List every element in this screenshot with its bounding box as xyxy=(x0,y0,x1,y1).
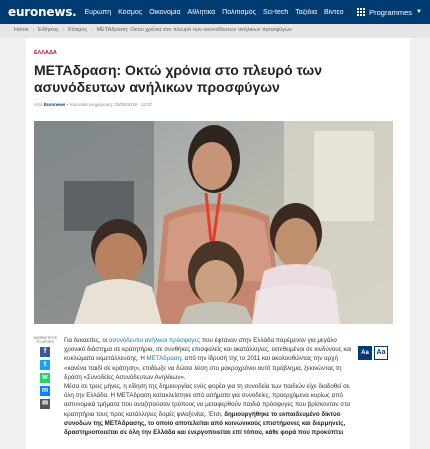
article-photo xyxy=(34,121,393,324)
facebook-icon[interactable]: f xyxy=(40,347,50,357)
font-size-large-button[interactable]: Aa xyxy=(374,346,388,360)
nav-item-europe[interactable]: Ευρώπη xyxy=(84,8,112,16)
chevron-down-icon: ▼ xyxy=(416,9,422,15)
font-size-small-button[interactable]: Aa xyxy=(358,346,372,360)
email-icon[interactable]: ✉ xyxy=(40,399,50,409)
article-photo-image xyxy=(34,121,393,324)
paragraph-1 xyxy=(64,336,354,382)
nav-item-world[interactable]: Κόσμος xyxy=(118,8,143,16)
breadcrumb-news[interactable]: Ειδήσεις xyxy=(38,27,59,33)
breadcrumb-separator: › xyxy=(62,27,65,33)
nav-item-sports[interactable]: Αθλητικά xyxy=(187,8,216,16)
programmes-menu[interactable] xyxy=(357,8,422,17)
breadcrumb-home[interactable]: Home xyxy=(14,27,29,33)
article-byline xyxy=(34,102,402,107)
article-category[interactable]: ΕΛΛΑΔΑ xyxy=(34,50,57,56)
byline-time: • τελευταία ενημέρωση: 20/06/2018 - 13:37 xyxy=(66,102,153,107)
byline-prefix: Από xyxy=(34,102,43,107)
twitter-icon[interactable]: t xyxy=(40,360,50,370)
paragraph-1-text: που έφταναν στην Ελλάδα παρέμεναν για μεγάλο χρονικό διάστημα σε κρατητήρια, σε συνθήκες επισφαλείς και ακατάλληλες, εκτεθειμένοι σε κινδύνους και κυκλώματα εκμετάλλευσης. Η xyxy=(64,337,352,363)
link-metadrasi[interactable]: METAδραση xyxy=(146,355,182,363)
nav-item-scitech[interactable]: Sci-tech xyxy=(262,8,289,16)
breadcrumb-separator: › xyxy=(91,27,93,33)
programmes-label: Programmes xyxy=(369,7,413,17)
main-nav xyxy=(85,9,358,16)
share-label: ΜΟΙΡΑΣΤΕΙΤΕ ΤΟ ΑΡΘΡΟ xyxy=(34,336,58,344)
nav-item-video[interactable]: Βίντεο xyxy=(324,8,344,16)
link-unaccompanied-minors[interactable]: ασυνόδευτοι ανήλικοι πρόσφυγες xyxy=(108,337,201,344)
breadcrumb xyxy=(0,24,430,38)
grid-icon xyxy=(357,8,365,16)
page-title: METAδραση: Οκτώ χρόνια στο πλευρό των ασυνόδευτων ανήλικων προσφύγων xyxy=(34,62,323,95)
paragraph-2-bold: δημιουργήθηκε το εκπαιδευμένο δίκτυο συνοδών της METAδρασης, το οποίο αποτελείται από κοινωνικούς επιστήμονες και διερμηνείς, δραστηριοποιείται σε όλη την Ελλάδα και ενεργοποιείται επί τόπου, κάθε φορά που προκύπτει xyxy=(64,410,346,437)
share-panel xyxy=(34,336,56,412)
messenger-icon[interactable]: m xyxy=(41,387,49,394)
byline-author[interactable]: Euronews xyxy=(43,102,66,107)
nav-item-travel[interactable]: Ταξίδια xyxy=(295,8,318,16)
nav-item-culture[interactable]: Πολιτισμός xyxy=(222,8,256,16)
nav-item-economy[interactable]: Οικονομία xyxy=(149,8,181,16)
paragraph-1-text: Για δεκαετίες, οι xyxy=(64,337,108,344)
euronews-logo[interactable]: euronews. xyxy=(8,5,77,19)
breadcrumb-separator: › xyxy=(32,27,35,33)
whatsapp-icon[interactable]: w xyxy=(40,373,50,383)
paragraph-2 xyxy=(64,382,354,437)
paragraph-2-text: Μέσα σε τρεις μήνες, η είδηση της δημιουργίας ενός φορέα για τη συνοδεία των παιδιών είχε διαδοθεί σε όλη την Ελλάδα. Η ΜΕΤΑδραση κατακλείστηκε από αιτήματα για συνοδείες, προερχόμενα κυρίως από αστυνομικά τμήματα που αναζητούσαν τρόπους να μεταφερθούν παιδιά πρόσφυγες που βρίσκονταν στα κρατητήρια τους προς κατάλληλες δομές φιλοξενίας. Έτσι, xyxy=(64,383,351,418)
top-navigation-bar xyxy=(0,0,430,24)
article-text xyxy=(64,336,354,437)
breadcrumb-world[interactable]: Κόσμος xyxy=(68,27,88,33)
paragraph-1-text: , από την ίδρυσή της το 2011 και ακολουθώντας την αρχή «κανένα παιδί σε κράτηση», επιδίωξε να δώσει λύση στο μακροχρόνιο αυτό πρόβλημα, ξεκινώντας τη δράση «Συνοδείες Ασυνόδευτων Ανηλίκων». xyxy=(64,355,342,381)
breadcrumb-current: METAδραση: Οκτώ χρόνια στο πλευρό των ασυνόδευτων ανήλικων προσφύγων xyxy=(96,27,292,33)
font-size-controls xyxy=(358,346,388,360)
